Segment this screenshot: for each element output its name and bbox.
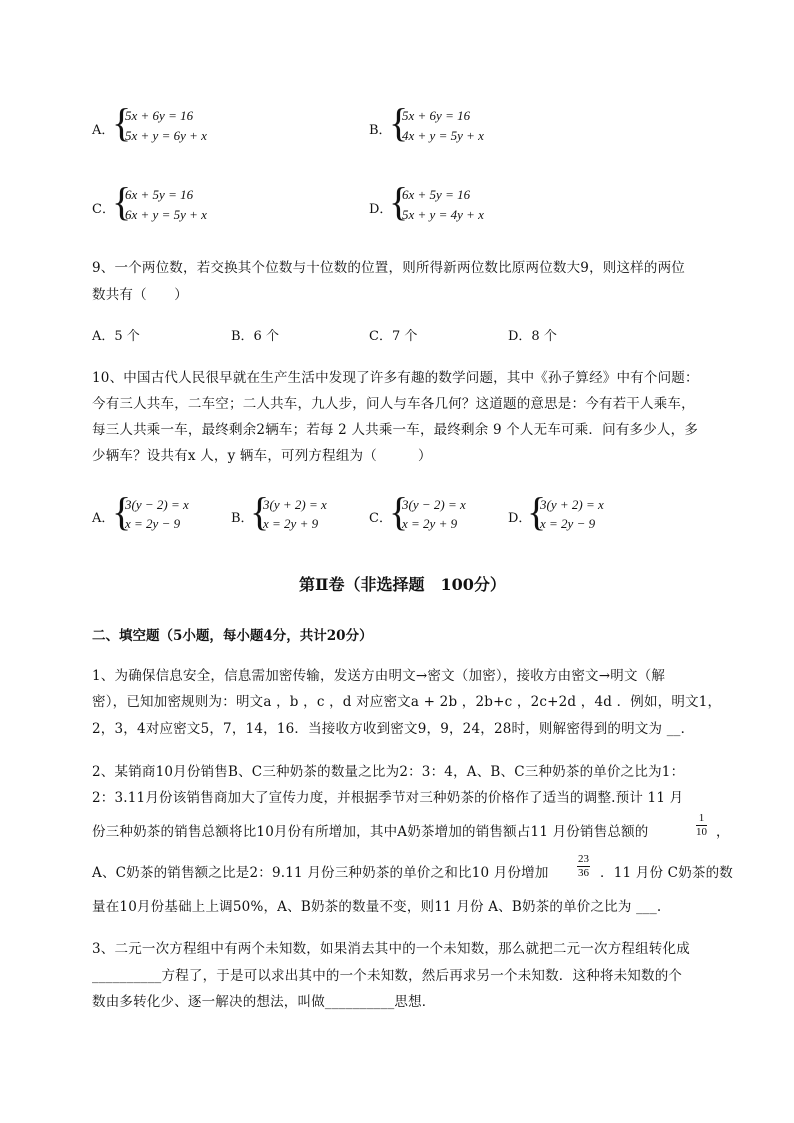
fraction-denominator: 36 xyxy=(578,867,589,879)
equation: 4x + y = 5y + x xyxy=(402,128,484,143)
f1-text-line-2: 密），已知加密规则为：明文a ，b ，c ，d 对应密文a + 2b ，2b+c ，2c+2d ，4d ．例如，明文1， xyxy=(92,694,722,710)
q10-text-line-3: 每三人共乘一车，最终剩余2辆车；若每 2 人共乘一车，最终剩余 9 个人无车可乘．问有多少人，多 xyxy=(92,422,699,438)
q10-option-c-label: C． xyxy=(369,511,392,526)
q10-option-b-label: B． xyxy=(231,511,254,526)
f2-text-line-1: 2、某销商10月份销售B、C三种奶茶的数量之比为2：3：4，A、B、C三种奶茶的单价之比为1： xyxy=(92,764,685,780)
equation: { 6x + 5y = 16 xyxy=(402,187,471,202)
q9-text-line-2: 数共有（ ） xyxy=(92,287,188,303)
fraction-numerator: 1 xyxy=(696,812,707,826)
q8-option-b-system xyxy=(393,106,484,146)
q9-option-a: A．5 个 xyxy=(92,329,140,344)
q10-text-line-1: 10、中国古代人民很早就在生产生活中发现了许多有趣的数学问题，其中《孙子算经》中有个问题： xyxy=(92,370,699,386)
q10-option-c-system xyxy=(393,495,466,533)
equation: x = 2y + 9 xyxy=(402,516,458,531)
q9-option-b: B．6 个 xyxy=(231,329,279,344)
q8-option-c-system xyxy=(116,185,207,225)
equation: 5x + y = 6y + x xyxy=(125,128,207,143)
equation: x = 2y − 9 xyxy=(540,516,596,531)
q10-option-a-label: A． xyxy=(92,511,115,526)
q10-option-d-system xyxy=(531,495,604,533)
fraction-denominator: 10 xyxy=(696,826,707,838)
q9-text-line-1: 9、一个两位数，若交换其个位数与十位数的位置，则所得新两位数比原两位数大9，则这样的两位 xyxy=(92,260,685,276)
q8-option-d-system xyxy=(393,185,484,225)
equation: { 6x + 5y = 16 xyxy=(125,187,194,202)
q10-text-line-4: 少辆车？设共有x 人，y 辆车，可列方程组为（ ） xyxy=(92,448,432,464)
q10-option-b-system xyxy=(254,495,327,533)
q8-option-a-system xyxy=(116,106,207,146)
part-two-title: 第Ⅱ卷（非选择题 100分） xyxy=(299,575,506,594)
q9-option-c: C．7 个 xyxy=(369,329,418,344)
equation: 5x + y = 4y + x xyxy=(402,207,484,222)
f3-text-line-2: __________方程了，于是可以求出其中的一个未知数，然后再求另一个未知数．这种将未知数的个 xyxy=(92,968,683,984)
q8-option-a-label: A． xyxy=(92,123,115,138)
f2-text-line-4-end: ．11 月份 C奶茶的数 xyxy=(600,865,733,881)
equation: { 3(y + 2) = x xyxy=(540,497,604,512)
f2-text-line-3: 份三种奶茶的销售总额将比10月份有所增加，其中A奶茶增加的销售额占11 月份销售总额的 xyxy=(92,824,649,840)
q8-option-b-label: B． xyxy=(369,123,392,138)
f3-text-line-3: 数由多转化少、逐一解决的想法，叫做__________思想． xyxy=(92,994,436,1010)
q10-option-a-system xyxy=(116,495,189,533)
f2-text-line-5: 量在10月份基础上上调50%，A、B奶茶的数量不变，则11 月份 A、B奶茶的单价之比为 ___. xyxy=(92,899,662,915)
q9-option-d: D．8 个 xyxy=(508,329,557,344)
f1-text-line-1: 1、为确保信息安全，信息需加密传输，发送方由明文→密文（加密），接收方由密文→明文（解 xyxy=(92,668,666,684)
f2-text-line-3-end: ， xyxy=(716,824,730,840)
fraction-numerator: 23 xyxy=(578,853,589,865)
equation: { 3(y − 2) = x xyxy=(402,497,466,512)
q10-option-d-label: D． xyxy=(508,511,532,526)
f2-text-line-2: 2：3.11月份该销售商加大了宣传力度，并根据季节对三种奶茶的价格作了适当的调整.预计 11 月 xyxy=(92,790,684,806)
q8-option-c-label: C． xyxy=(92,202,115,217)
f3-text-line-1: 3、二元一次方程组中有两个未知数，如果消去其中的一个未知数，那么就把二元一次方程组转化成 xyxy=(92,941,690,957)
equation: 6x + y = 5y + x xyxy=(125,207,207,222)
equation: x = 2y − 9 xyxy=(125,516,181,531)
section-two-title: 二、填空题（5小题，每小题4分，共计20分） xyxy=(92,628,373,644)
equation: { 5x + 6y = 16 xyxy=(402,108,471,123)
equation: { 3(y − 2) = x xyxy=(125,497,189,512)
equation: { 3(y + 2) = x xyxy=(263,497,327,512)
fraction-one-tenth xyxy=(696,812,707,839)
equation: x = 2y + 9 xyxy=(263,516,319,531)
q10-text-line-2: 今有三人共车，二车空；二人共车，九人步，问人与车各几何？这道题的意思是：今有若干人乘车， xyxy=(92,396,695,412)
f2-text-line-4: A、C奶茶的销售额之比是2：9.11 月份三种奶茶的单价之和比10 月份增加 xyxy=(92,865,549,881)
fraction-23-36 xyxy=(577,853,590,880)
equation: { 5x + 6y = 16 xyxy=(125,108,194,123)
f1-text-line-3: 2，3，4对应密文5，7，14，16．当接收方收到密文9，9，24，28时，则解密得到的明文为 __． xyxy=(92,721,695,737)
q8-option-d-label: D． xyxy=(369,202,393,217)
